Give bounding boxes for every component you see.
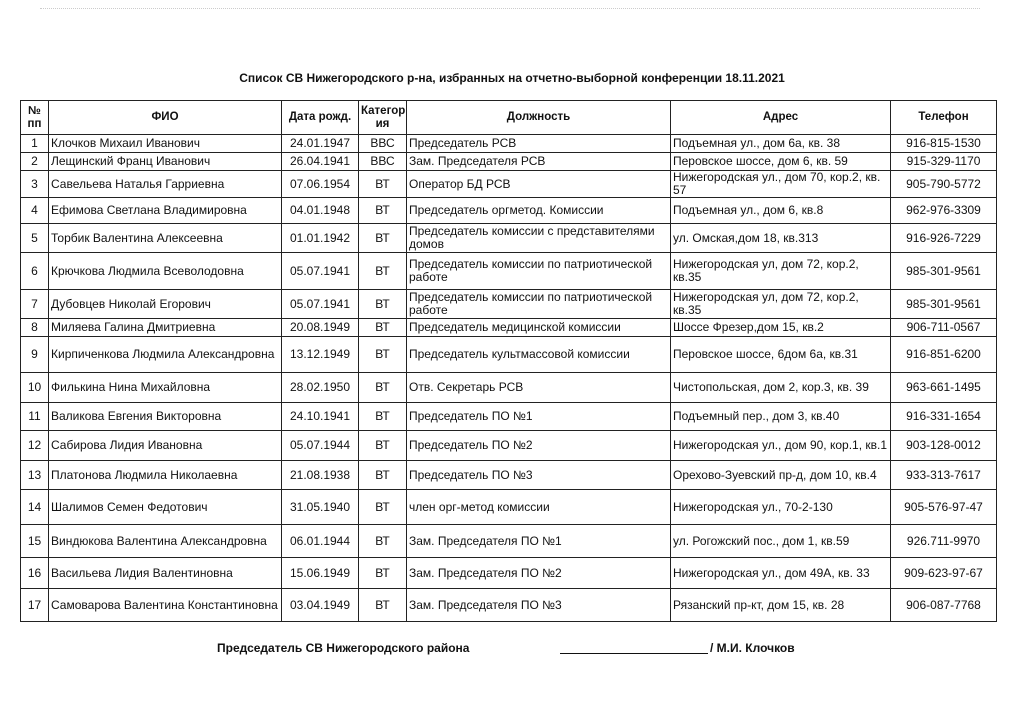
table-row [21,525,997,558]
cell-num: 12 [21,431,49,461]
cell-fio: Васильева Лидия Валентиновна [49,558,282,589]
cell-category: ВТ [359,171,407,198]
cell-phone: 963-661-1495 [891,373,997,403]
cell-fio: Клочков Михаил Иванович [49,135,282,153]
cell-num: 9 [21,337,49,373]
cell-category: ВТ [359,403,407,431]
cell-position: Председатель ПО №2 [407,431,671,461]
cell-address: ул. Омская,дом 18, кв.313 [671,224,891,253]
cell-position: Оператор БД РСВ [407,171,671,198]
cell-phone: 915-329-1170 [891,153,997,171]
cell-category: ВТ [359,490,407,525]
header-category: Категор ия [359,101,407,135]
cell-category: ВТ [359,198,407,224]
cell-fio: Сабирова Лидия Ивановна [49,431,282,461]
cell-fio: Валикова Евгения Викторовна [49,403,282,431]
cell-num: 10 [21,373,49,403]
cell-category: ВТ [359,224,407,253]
cell-category: ВТ [359,337,407,373]
cell-address: Нижегородская ул., дом 90, кор.1, кв.1 [671,431,891,461]
cell-address: Нижегородская ул., дом 49А, кв. 33 [671,558,891,589]
cell-address: Подъемный пер., дом 3, кв.40 [671,403,891,431]
cell-date: 26.04.1941 [282,153,359,171]
cell-phone: 985-301-9561 [891,253,997,290]
cell-num: 14 [21,490,49,525]
cell-position: Зам. Председателя ПО №3 [407,589,671,622]
cell-position: член орг-метод комиссии [407,490,671,525]
cell-date: 15.06.1949 [282,558,359,589]
cell-date: 24.01.1947 [282,135,359,153]
cell-position: Зам. Председателя РСВ [407,153,671,171]
cell-fio: Филькина Нина Михайловна [49,373,282,403]
cell-fio: Дубовцев Николай Егорович [49,290,282,319]
table-row [21,153,997,171]
cell-fio: Самоварова Валентина Константиновна [49,589,282,622]
cell-phone: 905-576-97-47 [891,490,997,525]
cell-category: ВВС [359,135,407,153]
cell-category: ВТ [359,431,407,461]
cell-position: Председатель РСВ [407,135,671,153]
table-row [21,589,997,622]
cell-num: 3 [21,171,49,198]
table-row [21,253,997,290]
cell-num: 1 [21,135,49,153]
header-num: № пп [21,101,49,135]
cell-phone: 985-301-9561 [891,290,997,319]
table-header-row [21,101,997,135]
cell-category: ВТ [359,373,407,403]
cell-date: 28.02.1950 [282,373,359,403]
cell-address: Нижегородская ул., дом 70, кор.2, кв. 57 [671,171,891,198]
cell-phone: 916-851-6200 [891,337,997,373]
cell-num: 11 [21,403,49,431]
cell-phone: 906-711-0567 [891,319,997,337]
cell-date: 24.10.1941 [282,403,359,431]
cell-position: Зам. Председателя ПО №1 [407,525,671,558]
cell-position: Зам. Председателя ПО №2 [407,558,671,589]
table-row [21,490,997,525]
cell-category: ВТ [359,558,407,589]
table-row [21,403,997,431]
cell-phone: 906-087-7768 [891,589,997,622]
cell-position: Председатель оргметод. Комиссии [407,198,671,224]
cell-date: 07.06.1954 [282,171,359,198]
cell-date: 01.01.1942 [282,224,359,253]
scan-artifact [40,8,980,9]
roster-table [20,100,997,622]
cell-address: Рязанский пр-кт, дом 15, кв. 28 [671,589,891,622]
cell-position: Председатель комиссии по патриотической работе [407,253,671,290]
header-date: Дата рожд. [282,101,359,135]
cell-category: ВТ [359,253,407,290]
cell-phone: 903-128-0012 [891,431,997,461]
cell-address: Подъемная ул., дом 6, кв.8 [671,198,891,224]
cell-num: 17 [21,589,49,622]
cell-category: ВВС [359,153,407,171]
table-row [21,171,997,198]
cell-category: ВТ [359,525,407,558]
cell-phone: 905-790-5772 [891,171,997,198]
cell-phone: 916-331-1654 [891,403,997,431]
cell-position: Председатель комиссии с представителями домов [407,224,671,253]
table-row [21,373,997,403]
table-row [21,337,997,373]
signature-block [0,641,1024,657]
cell-phone: 909-623-97-67 [891,558,997,589]
header-address: Адрес [671,101,891,135]
table-body [21,135,997,622]
cell-category: ВТ [359,319,407,337]
document-title: Список СВ Нижегородского р-на, избранных на отчетно-выборной конференции 18.11.2021 [239,71,785,85]
table-row [21,461,997,490]
table-row [21,558,997,589]
cell-address: Перовское шоссе, 6дом 6а, кв.31 [671,337,891,373]
cell-num: 16 [21,558,49,589]
cell-date: 04.01.1948 [282,198,359,224]
cell-phone: 916-815-1530 [891,135,997,153]
cell-date: 13.12.1949 [282,337,359,373]
cell-date: 03.04.1949 [282,589,359,622]
signature-line [560,653,708,654]
cell-date: 05.07.1944 [282,431,359,461]
cell-fio: Лещинский Франц Иванович [49,153,282,171]
cell-phone: 926.711-9970 [891,525,997,558]
cell-num: 4 [21,198,49,224]
cell-address: Шоссе Фрезер,дом 15, кв.2 [671,319,891,337]
signature-label: Председатель СВ Нижегородского района [217,641,470,655]
cell-fio: Миляева Галина Дмитриевна [49,319,282,337]
cell-position: Председатель комиссии по патриотической работе [407,290,671,319]
header-position: Должность [407,101,671,135]
cell-address: Нижегородская ул., 70-2-130 [671,490,891,525]
table-row [21,290,997,319]
cell-fio: Крючкова Людмила Всеволодовна [49,253,282,290]
cell-category: ВТ [359,290,407,319]
cell-num: 15 [21,525,49,558]
cell-address: ул. Рогожский пос., дом 1, кв.59 [671,525,891,558]
table-row [21,224,997,253]
cell-date: 06.01.1944 [282,525,359,558]
cell-position: Председатель медицинской комиссии [407,319,671,337]
cell-date: 05.07.1941 [282,253,359,290]
cell-position: Председатель ПО №1 [407,403,671,431]
cell-date: 21.08.1938 [282,461,359,490]
signature-name: / М.И. Клочков [710,641,795,655]
cell-address: Нижегородская ул, дом 72, кор.2, кв.35 [671,253,891,290]
cell-date: 20.08.1949 [282,319,359,337]
cell-address: Чистопольская, дом 2, кор.3, кв. 39 [671,373,891,403]
cell-address: Орехово-Зуевский пр-д, дом 10, кв.4 [671,461,891,490]
table-row [21,135,997,153]
cell-num: 7 [21,290,49,319]
cell-position: Председатель ПО №3 [407,461,671,490]
header-phone: Телефон [891,101,997,135]
cell-num: 6 [21,253,49,290]
cell-address: Перовское шоссе, дом 6, кв. 59 [671,153,891,171]
cell-fio: Ефимова Светлана Владимировна [49,198,282,224]
cell-position: Отв. Секретарь РСВ [407,373,671,403]
cell-num: 13 [21,461,49,490]
cell-address: Нижегородская ул, дом 72, кор.2, кв.35 [671,290,891,319]
table-row [21,431,997,461]
cell-phone: 916-926-7229 [891,224,997,253]
cell-phone: 962-976-3309 [891,198,997,224]
cell-num: 5 [21,224,49,253]
table-row [21,319,997,337]
header-fio: ФИО [49,101,282,135]
cell-fio: Кирпиченкова Людмила Александровна [49,337,282,373]
cell-category: ВТ [359,461,407,490]
cell-fio: Шалимов Семен Федотович [49,490,282,525]
cell-date: 31.05.1940 [282,490,359,525]
table-row [21,198,997,224]
cell-date: 05.07.1941 [282,290,359,319]
cell-num: 2 [21,153,49,171]
cell-fio: Торбик Валентина Алексеевна [49,224,282,253]
cell-address: Подъемная ул., дом 6а, кв. 38 [671,135,891,153]
cell-num: 8 [21,319,49,337]
cell-position: Председатель культмассовой комиссии [407,337,671,373]
cell-fio: Савельева Наталья Гарриевна [49,171,282,198]
cell-fio: Платонова Людмила Николаевна [49,461,282,490]
cell-phone: 933-313-7617 [891,461,997,490]
cell-category: ВТ [359,589,407,622]
cell-fio: Виндюкова Валентина Александровна [49,525,282,558]
